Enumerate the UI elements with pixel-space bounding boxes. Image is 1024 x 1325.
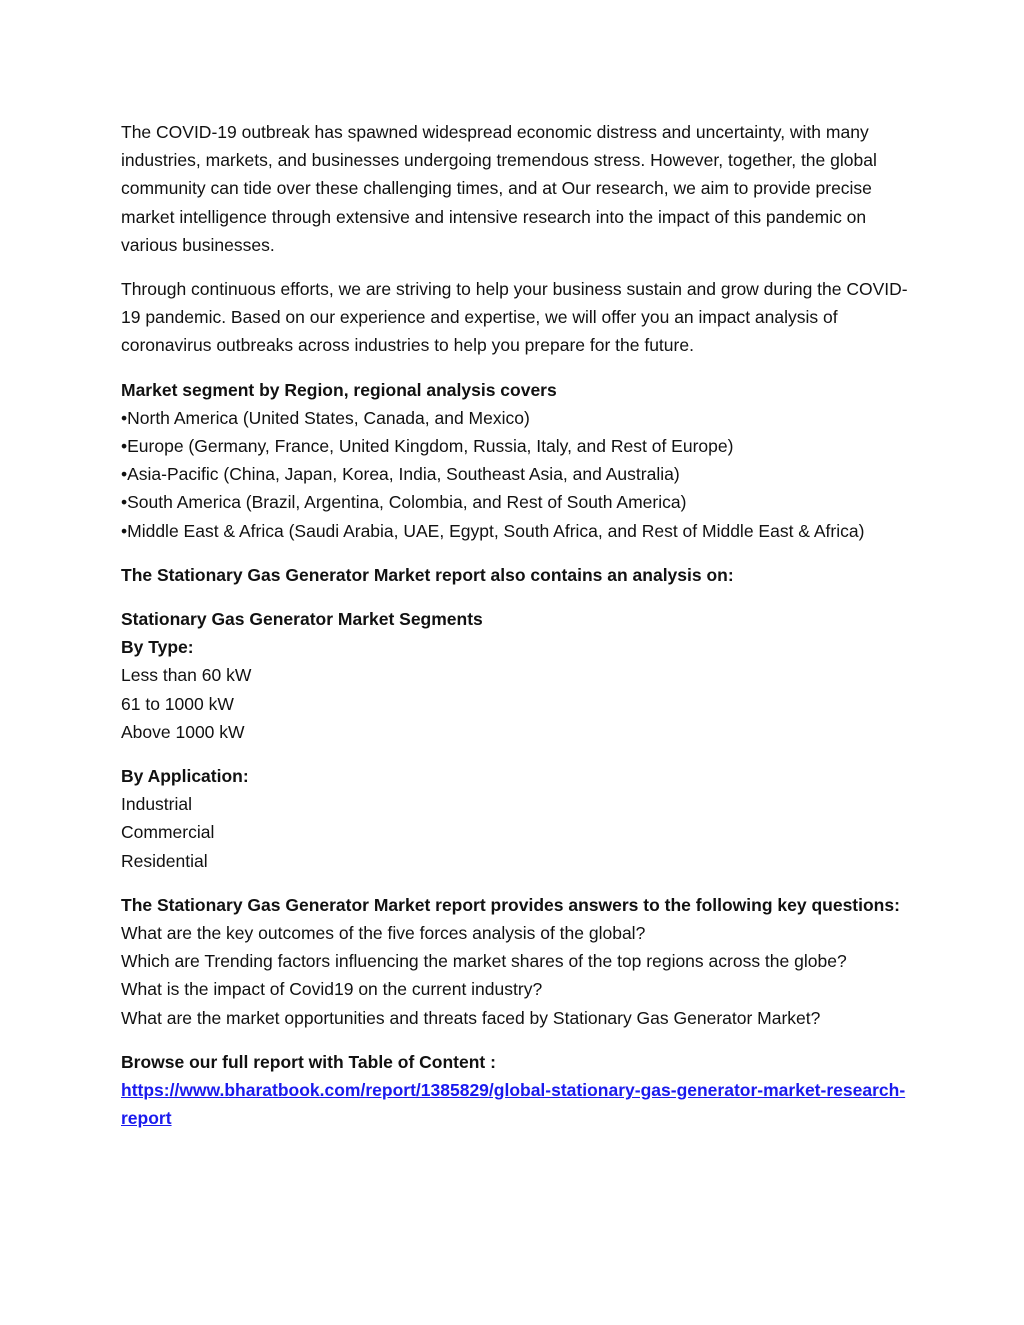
document-body	[121, 118, 921, 1133]
type-item-above-1000kw: Above 1000 kW	[121, 721, 245, 742]
region-item-europe: •Europe (Germany, France, United Kingdom, Russia, Italy, and Rest of Europe)	[121, 436, 734, 457]
application-item-residential: Residential	[121, 850, 208, 871]
question-item-4: What are the market opportunities and threats faced by Stationary Gas Generator Market?	[121, 1007, 821, 1028]
question-item-2: Which are Trending factors influencing the market shares of the top regions across the globe?	[121, 951, 847, 972]
region-item-north-america: •North America (United States, Canada, and Mexico)	[121, 407, 530, 428]
browse-heading: Browse our full report with Table of Content :	[121, 1051, 496, 1072]
segments-heading: Stationary Gas Generator Market Segments	[121, 609, 483, 630]
question-item-1: What are the key outcomes of the five forces analysis of the global?	[121, 923, 646, 944]
questions-heading: The Stationary Gas Generator Market report provides answers to the following key questions:	[121, 894, 900, 915]
questions-section	[121, 891, 921, 1032]
type-item-less-than-60kw: Less than 60 kW	[121, 665, 252, 686]
report-link[interactable]: https://www.bharatbook.com/report/1385829/global-stationary-gas-generator-market-research-report	[121, 1080, 906, 1129]
by-application-label: By Application:	[121, 766, 249, 787]
type-item-61-to-1000kw: 61 to 1000 kW	[121, 693, 234, 714]
segments-section	[121, 605, 921, 746]
region-heading: Market segment by Region, regional analysis covers	[121, 379, 557, 400]
analysis-heading: The Stationary Gas Generator Market report also contains an analysis on:	[121, 564, 734, 585]
region-section	[121, 376, 921, 545]
application-section	[121, 762, 921, 875]
region-item-middle-east-africa: •Middle East & Africa (Saudi Arabia, UAE, Egypt, South Africa, and Rest of Middle East & Africa)	[121, 520, 865, 541]
browse-section	[121, 1048, 921, 1133]
intro-paragraph-1: The COVID-19 outbreak has spawned widespread economic distress and uncertainty, with many industries, markets, and businesses undergoing tremendous stress. However, together, the global community can tide over these challenging times, and at Our research, we aim to provide precise market intelligence through extensive and intensive research into the impact of this pandemic on various businesses.	[121, 122, 877, 255]
region-item-south-america: •South America (Brazil, Argentina, Colombia, and Rest of South America)	[121, 492, 687, 513]
by-type-label: By Type:	[121, 637, 194, 658]
intro-paragraph-2: Through continuous efforts, we are striving to help your business sustain and grow during the COVID-19 pandemic. Based on our experience and expertise, we will offer you an impact analysis of coronavirus outbreaks across industries to help you prepare for the future.	[121, 279, 908, 356]
application-item-industrial: Industrial	[121, 794, 193, 815]
application-item-commercial: Commercial	[121, 822, 215, 843]
region-item-asia-pacific: •Asia-Pacific (China, Japan, Korea, India, Southeast Asia, and Australia)	[121, 464, 680, 485]
question-item-3: What is the impact of Covid19 on the current industry?	[121, 979, 543, 1000]
